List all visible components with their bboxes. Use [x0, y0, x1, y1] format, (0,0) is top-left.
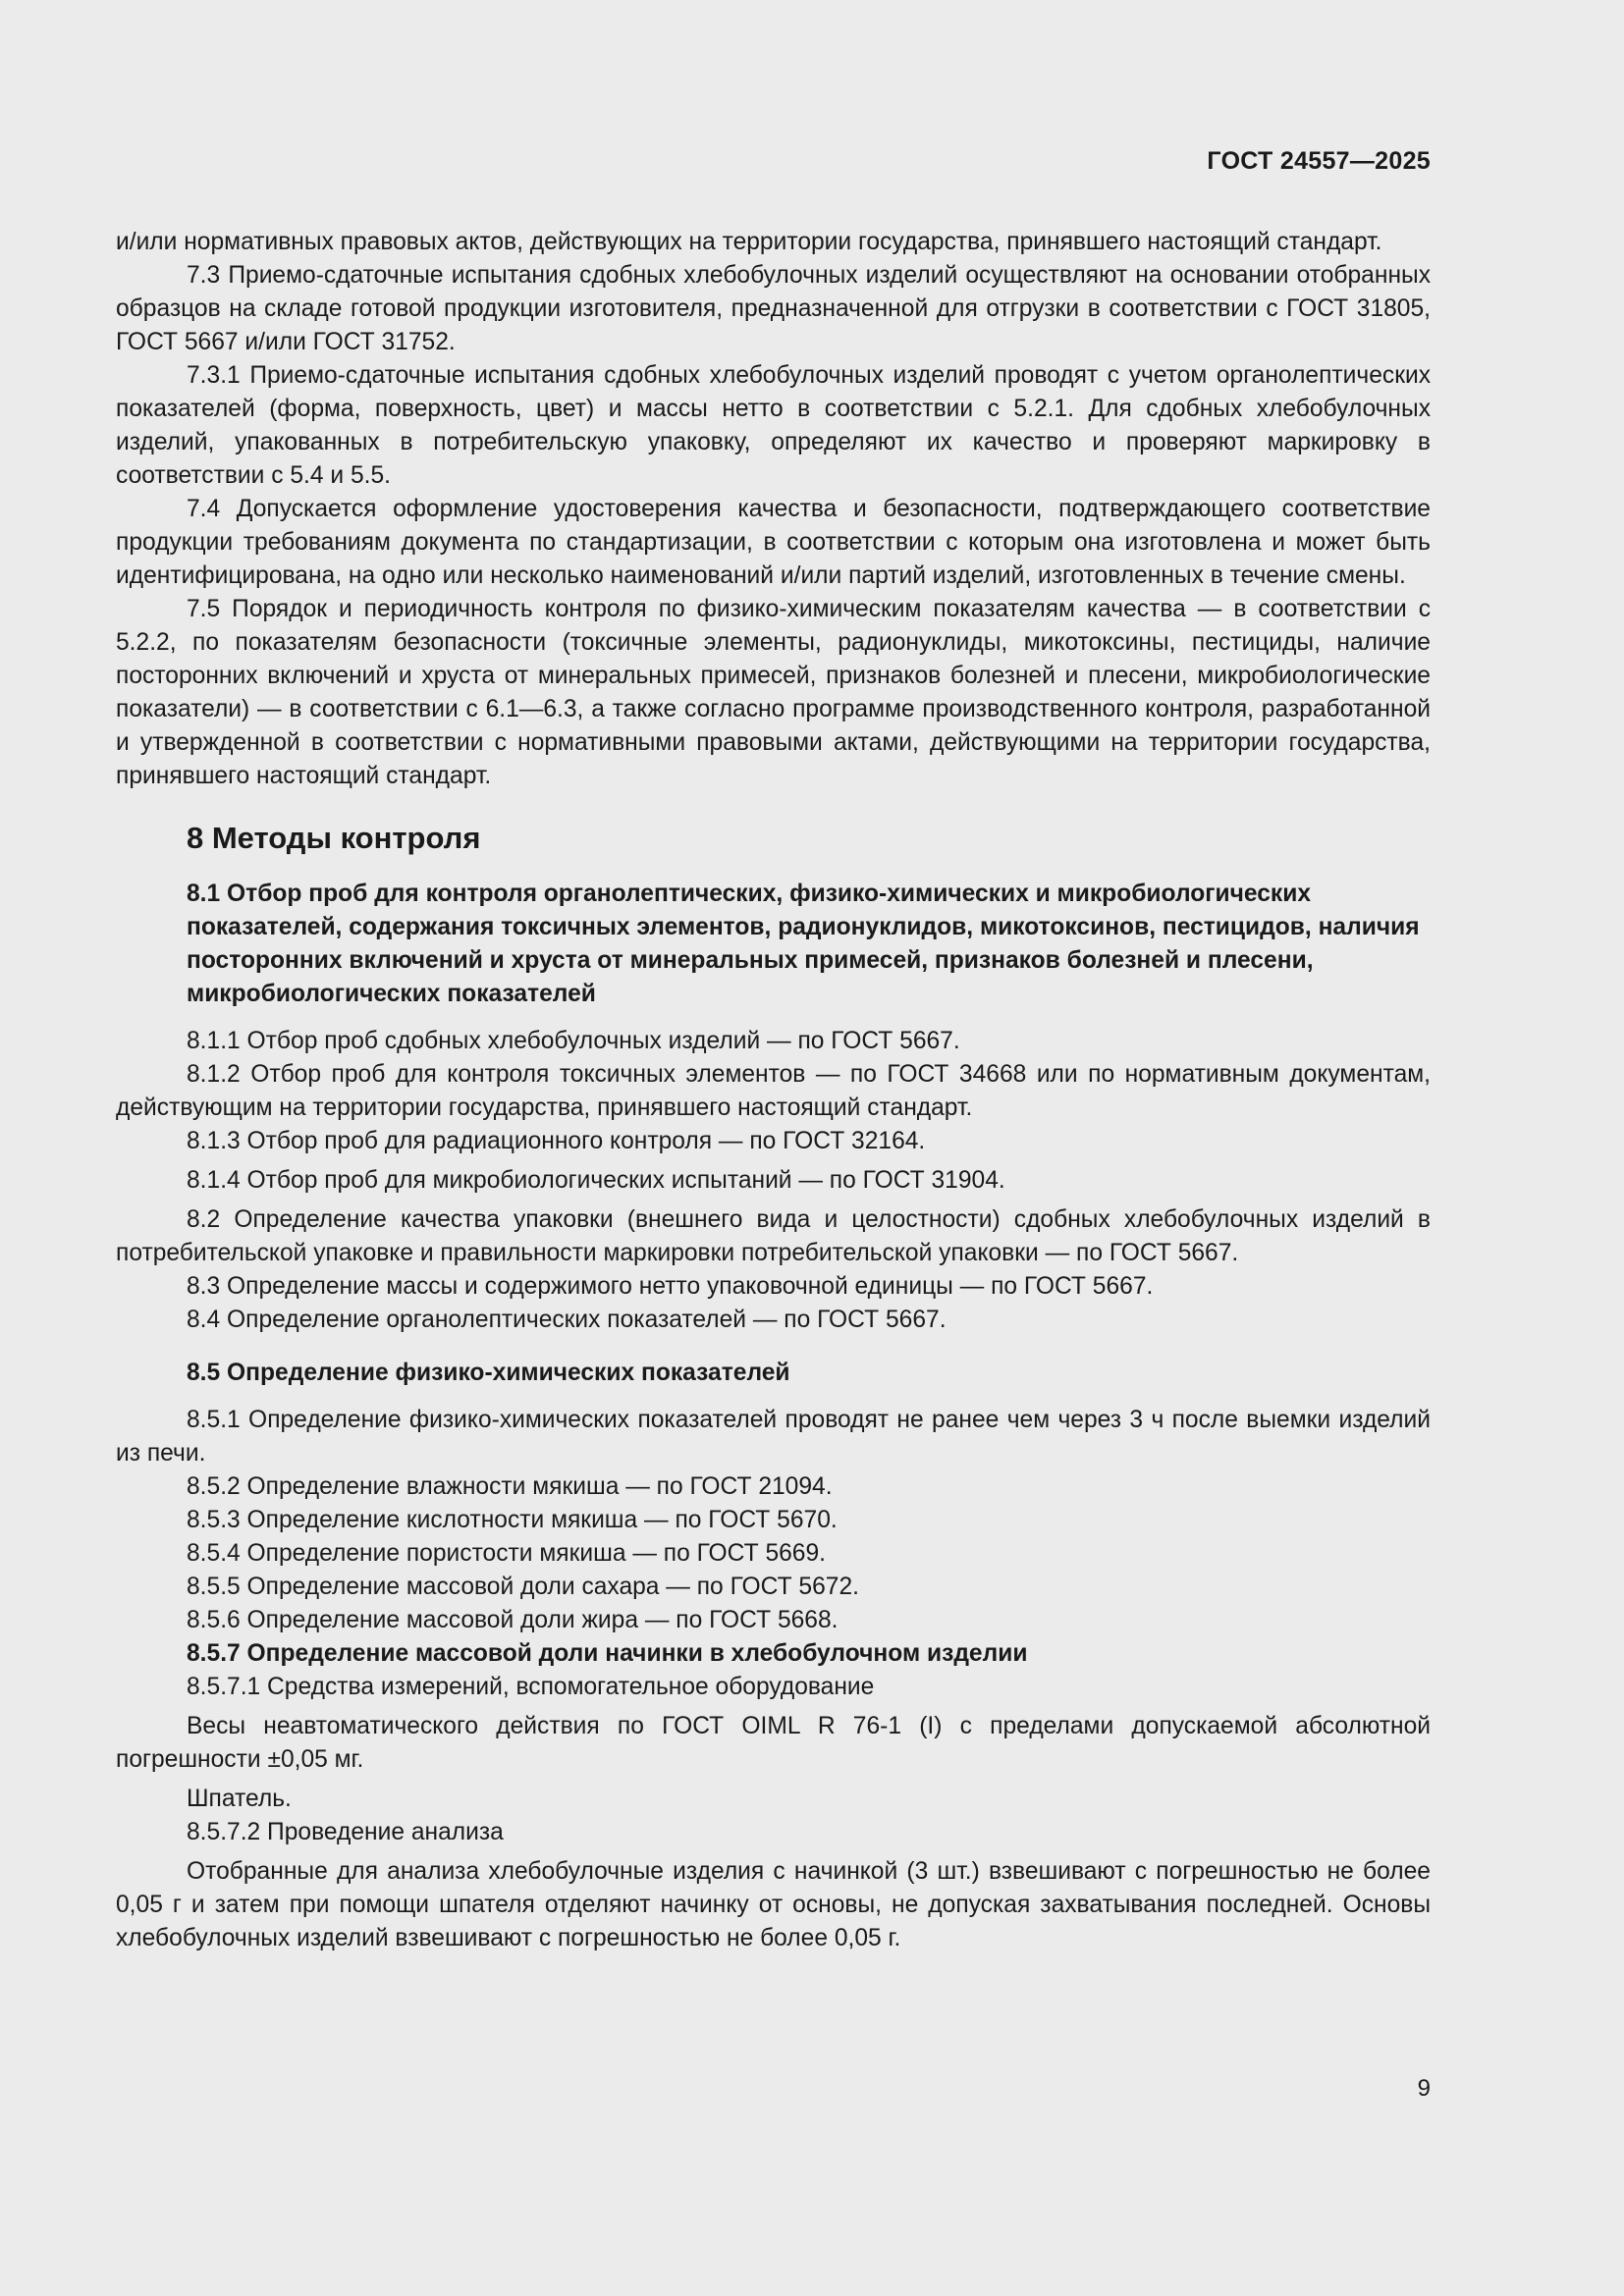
paragraph-7-4: 7.4 Допускается оформление удостоверения качества и безопасности, подтверждающего соответствие продукции требованиям документа по стандартизации, в соответствии с которым она изготовлена и может быть идентифицирована, на одно или несколько наименований и/или партий изделий, изготовленных в течение смены.: [116, 496, 1431, 589]
paragraph-8-5-5: 8.5.5 Определение массовой доли сахара — по ГОСТ 5672.: [187, 1574, 859, 1600]
paragraph-8-5-1: 8.5.1 Определение физико-химических показателей проводят не ранее чем через 3 ч после выемки изделий из печи.: [116, 1407, 1431, 1467]
document-header: ГОСТ 24557—2025: [1207, 147, 1431, 175]
document-body: [116, 226, 1431, 1955]
paragraph-spatula: Шпатель.: [187, 1786, 292, 1812]
paragraph-8-5-2: 8.5.2 Определение влажности мякиша — по ГОСТ 21094.: [187, 1473, 833, 1500]
paragraph-8-4: 8.4 Определение органолептических показателей — по ГОСТ 5667.: [187, 1307, 947, 1333]
paragraph-8-2: 8.2 Определение качества упаковки (внешнего вида и целостности) сдобных хлебобулочных изделий в потребительской упаковке и правильности маркировки потребительской упаковки — по ГОСТ 5667.: [116, 1206, 1431, 1266]
paragraph-8-1-4: 8.1.4 Отбор проб для микробиологических испытаний — по ГОСТ 31904.: [187, 1167, 1005, 1194]
paragraph-analysis: Отобранные для анализа хлебобулочные изделия с начинкой (3 шт.) взвешивают с погрешностью не более 0,05 г и затем при помощи шпателя отделяют начинку от основы, не допуская захватывания последней. Основы хлебобулочных изделий взвешивают с погрешностью не более 0,05 г.: [116, 1858, 1431, 1951]
paragraph-8-5-6: 8.5.6 Определение массовой доли жира — по ГОСТ 5668.: [187, 1607, 839, 1633]
paragraph-8-3: 8.3 Определение массы и содержимого нетто упаковочной единицы — по ГОСТ 5667.: [187, 1273, 1154, 1300]
paragraph-8-5-7-1: 8.5.7.1 Средства измерений, вспомогательное оборудование: [187, 1674, 875, 1700]
paragraph-8-1-1: 8.1.1 Отбор проб сдобных хлебобулочных изделий — по ГОСТ 5667.: [187, 1028, 960, 1054]
paragraph-7-3: 7.3 Приемо-сдаточные испытания сдобных хлебобулочных изделий осуществляют на основании отобранных образцов на складе готовой продукции изготовителя, предназначенной для отгрузки в соответствии с ГОСТ 31805, ГОСТ 5667 и/или ГОСТ 31752.: [116, 262, 1431, 355]
section-8-heading: 8 Методы контроля: [187, 821, 481, 855]
paragraph: и/или нормативных правовых актов, действующих на территории государства, принявшего настоящий стандарт.: [116, 229, 1382, 255]
paragraph-8-1-2: 8.1.2 Отбор проб для контроля токсичных элементов — по ГОСТ 34668 или по нормативным документам, действующим на территории государства, принявшего настоящий стандарт.: [116, 1061, 1431, 1121]
paragraph-scales: Весы неавтоматического действия по ГОСТ OIML R 76-1 (I) с пределами допускаемой абсолютной погрешности ±0,05 мг.: [116, 1713, 1431, 1773]
paragraph-8-5-7-2: 8.5.7.2 Проведение анализа: [187, 1819, 504, 1845]
paragraph-7-5: 7.5 Порядок и периодичность контроля по физико-химическим показателям качества — в соответствии с 5.2.2, по показателям безопасности (токсичные элементы, радионуклиды, микотоксины, пестициды, наличие посторонних включений и хруста от минеральных примесей, признаков болезней и плесени, микробиологические показатели) — в соответствии с 6.1—6.3, а также согласно программе производственного контроля, разработанной и утвержденной в соответствии с нормативными правовыми актами, действующими на территории государства, принявшего настоящий стандарт.: [116, 596, 1431, 789]
page-number: 9: [1417, 2075, 1431, 2102]
paragraph-8-5-3: 8.5.3 Определение кислотности мякиша — по ГОСТ 5670.: [187, 1507, 838, 1533]
paragraph-7-3-1: 7.3.1 Приемо-сдаточные испытания сдобных хлебобулочных изделий проводят с учетом органолептических показателей (форма, поверхность, цвет) и массы нетто в соответствии с 5.2.1. Для сдобных хлебобулочных изделий, упакованных в потребительскую упаковку, определяют их качество и проверяют маркировку в соответствии с 5.4 и 5.5.: [116, 362, 1431, 489]
paragraph-8-5-4: 8.5.4 Определение пористости мякиша — по ГОСТ 5669.: [187, 1540, 827, 1567]
paragraph-8-5-7-heading: 8.5.7 Определение массовой доли начинки в хлебобулочном изделии: [187, 1640, 1028, 1667]
subsection-8-1-heading: 8.1 Отбор проб для контроля органолептических, физико-химических и микробиологических показателей, содержания токсичных элементов, радионуклидов, микотоксинов, пестицидов, наличия посторонних включений и хруста от минеральных примесей, признаков болезней и плесени, микробиологических показателей: [187, 881, 1420, 1007]
paragraph-8-1-3: 8.1.3 Отбор проб для радиационного контроля — по ГОСТ 32164.: [187, 1128, 926, 1154]
subsection-8-5-heading: 8.5 Определение физико-химических показателей: [187, 1360, 790, 1386]
